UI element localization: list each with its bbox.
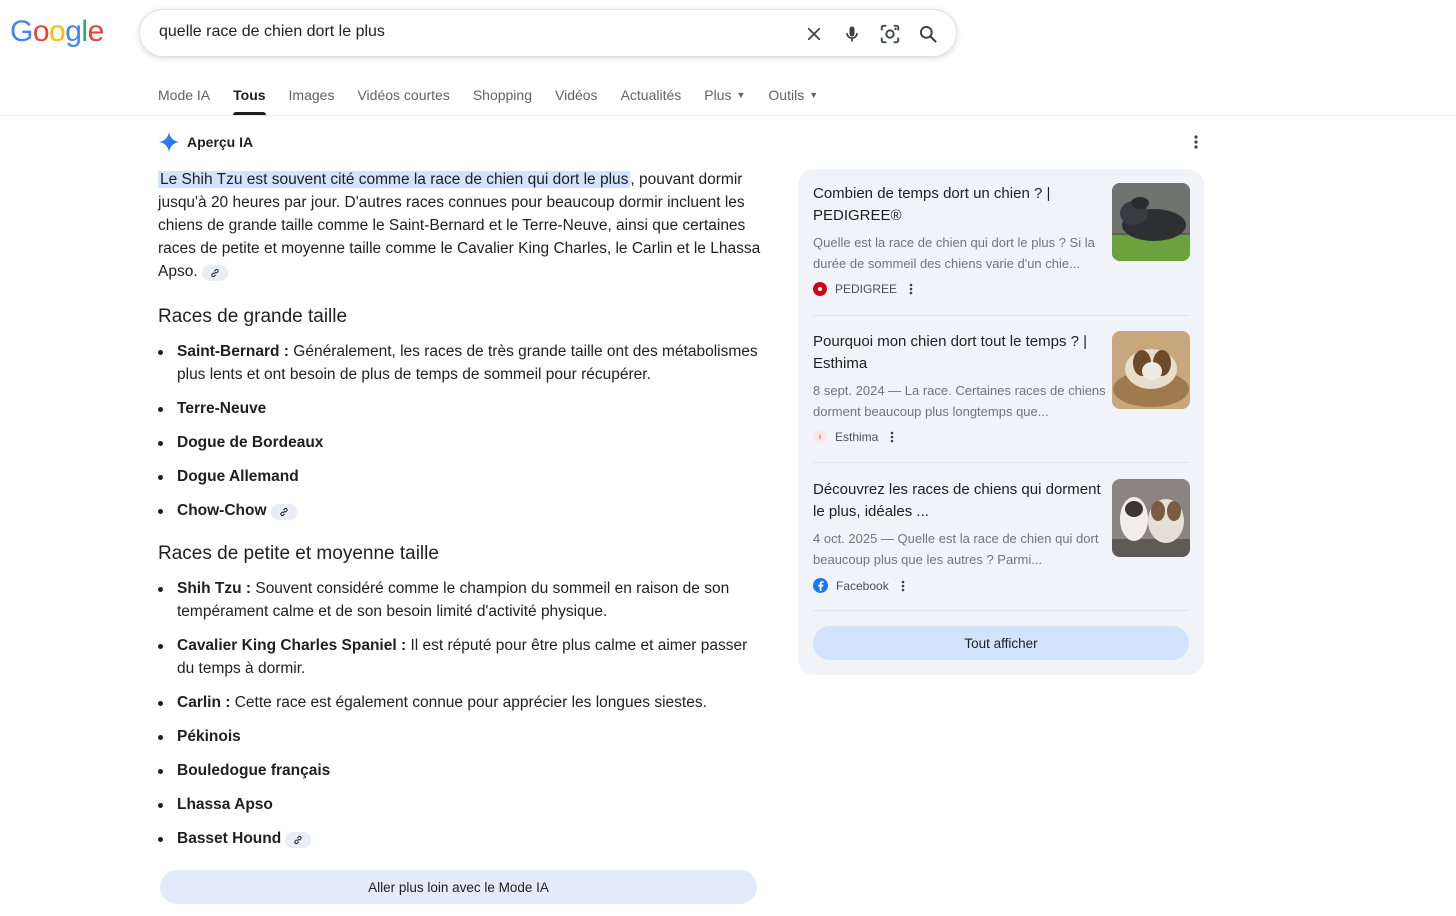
list-item [158, 827, 768, 850]
list-item [158, 340, 768, 386]
ai-mode-button[interactable]: Aller plus loin avec le Mode IA [160, 870, 757, 904]
source-card[interactable] [813, 317, 1189, 449]
tab-videos-courtes[interactable] [357, 85, 449, 115]
tab-mode-ia[interactable] [158, 85, 210, 115]
source-divider [813, 462, 1189, 463]
list-item [158, 499, 768, 522]
logo-letter: g [65, 15, 82, 48]
logo-letter: G [10, 15, 33, 48]
ai-overview-content [158, 168, 768, 861]
gemini-sparkle-icon [158, 131, 180, 153]
tab-videos[interactable] [555, 85, 598, 115]
section-heading: Races de petite et moyenne taille [158, 543, 439, 564]
source-title[interactable]: Découvrez les races de chiens qui dorment le plus, idéales ... [813, 481, 1101, 520]
sources-panel [798, 169, 1204, 675]
list-item [158, 577, 768, 623]
source-snippet: 4 oct. 2025 — Quelle est la race de chien qui dort beaucoup plus que les autres ? Parmi... [813, 531, 1099, 567]
breed-desc: Souvent considéré comme le champion du sommeil en raison de son tempérament calme et de son besoin limité d'activité physique. [177, 580, 730, 620]
breed-desc: Il est réputé pour être plus calme et aimer passer du temps à dormir. [177, 637, 748, 677]
breed-desc: Généralement, les races de très grande taille ont des métabolismes plus lents et ont besoin de plus de temps de sommeil pour récupérer. [177, 343, 758, 383]
ai-overview-title: Aperçu IA [187, 134, 254, 150]
search-input[interactable] [159, 23, 759, 41]
list-item [158, 759, 768, 782]
tab-label: Outils [768, 87, 805, 103]
breed-name: Chow-Chow [177, 502, 267, 519]
source-site-name: PEDIGREE [835, 282, 898, 296]
microphone-icon[interactable] [838, 20, 866, 48]
intro-text: , pouvant dormir jusqu'à 20 heures par jour. D'autres races connues pour beaucoup dormir incluent les chiens de grande taille comme le Saint-Bernard et le Terre-Neuve, ainsi que certaines races de petite et moyenne taille comme le Cavalier King Charles, le Carlin et le Lhassa Apso. [158, 171, 761, 280]
small-breeds-list [158, 577, 768, 850]
header-divider [0, 115, 1456, 116]
tab-images[interactable] [289, 85, 335, 115]
tab-label: Vidéos courtes [357, 87, 450, 103]
link-icon[interactable] [202, 265, 228, 281]
source-site-name: Facebook [836, 578, 889, 593]
more-vert-icon[interactable] [890, 431, 894, 443]
tab-tous[interactable] [233, 85, 265, 115]
ai-overview-header [158, 131, 253, 153]
tab-label: Shopping [472, 87, 532, 103]
breed-name: Dogue Allemand [177, 468, 299, 485]
list-item [158, 397, 768, 420]
breed-desc: Cette race est également connue pour apprécier les longues siestes. [230, 694, 707, 711]
list-item [158, 793, 768, 816]
source-divider [813, 610, 1189, 611]
logo-letter: e [87, 15, 104, 48]
caret-down-icon: ▼ [809, 90, 819, 100]
list-item [158, 431, 768, 454]
list-item [158, 691, 768, 714]
list-item [158, 634, 768, 680]
source-card[interactable] [813, 465, 1189, 597]
large-breeds-list [158, 340, 768, 522]
caret-down-icon: ▼ [736, 90, 746, 100]
source-thumbnail[interactable] [1112, 479, 1190, 557]
tab-label: Plus [704, 87, 732, 103]
source-site-name: Esthima [835, 430, 879, 444]
camera-lens-icon[interactable] [876, 20, 904, 48]
tab-label: Actualités [620, 87, 682, 103]
breed-name: Carlin : [177, 694, 231, 711]
source-card[interactable] [813, 169, 1189, 301]
search-icon[interactable] [914, 20, 942, 48]
list-item [158, 465, 768, 488]
pedigree-favicon-icon [813, 282, 827, 296]
source-snippet: Quelle est la race de chien qui dort le plus ? Si la durée de sommeil des chiens varie d'un chie... [813, 235, 1095, 271]
source-snippet: 8 sept. 2024 — La race. Certaines races de chiens dorment beaucoup plus longtemps que... [813, 383, 1106, 419]
section-heading: Races de grande taille [158, 306, 348, 327]
more-vert-icon[interactable] [901, 580, 905, 592]
esthima-favicon-icon [813, 430, 827, 444]
tab-label: Tous [233, 87, 266, 103]
breed-name: Saint-Bernard : [177, 343, 289, 360]
source-site [813, 430, 894, 444]
list-item [158, 725, 768, 748]
search-tabs [158, 85, 841, 115]
source-thumbnail[interactable] [1112, 331, 1190, 409]
tab-actualites[interactable] [621, 85, 682, 115]
facebook-icon [813, 578, 828, 593]
logo-letter: o [49, 15, 66, 48]
breed-name: Bouledogue français [177, 762, 331, 779]
source-thumbnail[interactable] [1112, 183, 1190, 261]
highlighted-answer: Le Shih Tzu est souvent cité comme la race de chien qui dort le plus [160, 171, 629, 188]
logo-letter: o [32, 15, 50, 48]
breed-name: Terre-Neuve [177, 400, 267, 417]
source-divider [813, 315, 1189, 316]
source-site [813, 578, 905, 593]
more-vert-icon[interactable] [909, 283, 913, 295]
breed-name: Cavalier King Charles Spaniel : [177, 637, 407, 654]
tab-plus[interactable] [704, 85, 745, 115]
link-icon[interactable] [271, 504, 297, 520]
tab-label: Mode IA [158, 87, 211, 103]
tab-shopping[interactable] [473, 85, 532, 115]
breed-name: Basset Hound [177, 830, 282, 847]
source-title[interactable]: Pourquoi mon chien dort tout le temps ? | Esthima [813, 333, 1088, 372]
more-options-icon[interactable] [1187, 133, 1205, 151]
breed-name: Shih Tzu : [177, 580, 252, 597]
logo-letter: l [81, 15, 88, 48]
search-box[interactable] [139, 9, 957, 57]
google-logo[interactable] [10, 15, 104, 49]
breed-name: Pékinois [177, 728, 241, 745]
clear-icon[interactable] [800, 20, 828, 48]
breed-name: Dogue de Bordeaux [177, 434, 324, 451]
tab-label: Vidéos [555, 87, 598, 103]
link-icon[interactable] [285, 832, 311, 848]
tab-outils[interactable] [768, 85, 818, 115]
tab-label: Images [288, 87, 335, 103]
breed-name: Lhassa Apso [177, 796, 273, 813]
source-title[interactable]: Combien de temps dort un chien ? | PEDIGREE® [813, 185, 1051, 224]
ai-intro-paragraph [158, 168, 768, 283]
source-site [813, 282, 913, 296]
show-all-button[interactable]: Tout afficher [813, 626, 1189, 660]
